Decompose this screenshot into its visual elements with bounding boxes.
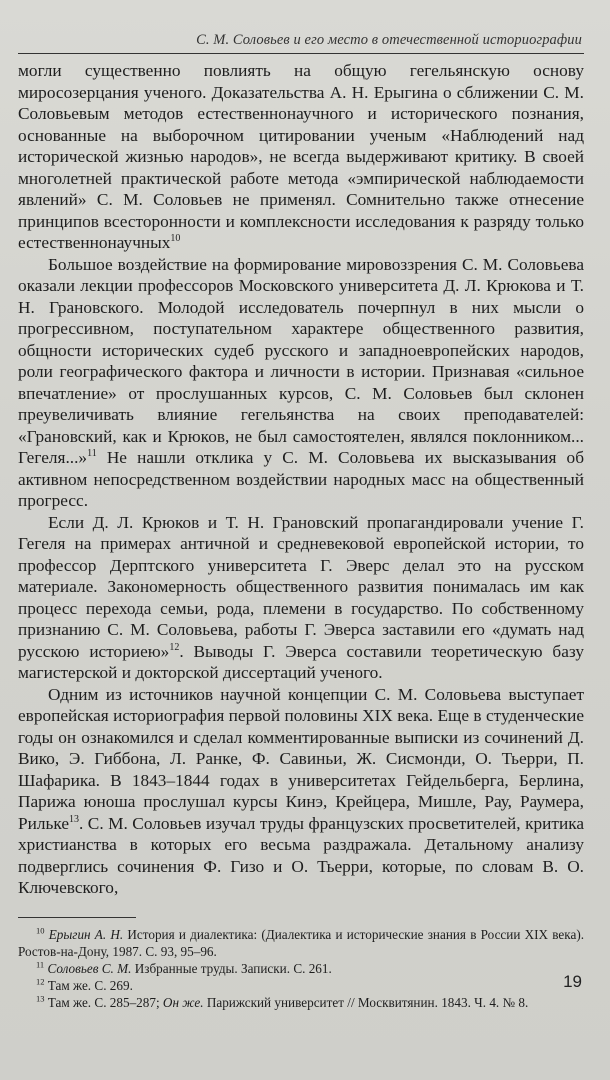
footnote-rule xyxy=(18,917,136,918)
paragraph: могли существенно повлиять на общую гегельянскую основу миросозерцания ученого. Доказательства А. Н. Ерыгина о сближении С. М. Соловьевым методов естественнонаучного и исторического познания, основанные на выборочном цитировании ученым «Наблюдений над исторической жизнью народов», не всегда выдерживают критику. В своей многолетней практической работе метода «эмпирической наблюдаемости явлений» С. М. Соловьев не применял. Сомнительно также отнесение принципов всесторонности и комплексности исследования к разряду только естественнонаучных$^{10}$ xyxy=(18,61,584,252)
footnote-ref: 13 xyxy=(69,813,79,825)
page-number: 19 xyxy=(563,972,582,991)
footnote-ref: 10 xyxy=(170,233,181,245)
paragraph: Большое воздействие на формирование мировоззрения С. М. Соловьева оказали лекции профессоров Московского университета Д. Л. Крюкова и Т. Н. Грановского. Молодой исследователь почерпнул в них мысли о прогрессивном, поступательном характере общественного развития, общности исторических судеб русского и западноевропейских народов, роли географического фактора и личности в истории. Признавая «сильное впечатление» от прослушанных курсов, С. М. Соловьев был склонен преувеличивать влияние гегельянства на своих преподавателей: «Грановский, как и Крюков, не был самостоятелен, являлся поклонником... Гегеля...»$^{11}$ Не нашли отклика у С. М. Соловьева их высказывания об активном непосредственном воздействии народных масс на общественный прогресс. xyxy=(18,254,584,510)
footnote: $^{12}$ Там же. С. 269. xyxy=(36,976,133,993)
paragraph: Если Д. Л. Крюков и Т. Н. Грановский пропагандировали учение Г. Гегеля на примерах античной и средневековой европейской истории, то профессор Дерптского университета Г. Эверс делал это на русском материале. Закономерность общественного развития понималась им как процесс перехода семьи, рода, племени в государство. По собственному признанию С. М. Соловьева, работы Г. Эверса заставили его «думать над русскою историею»$^{12}$. Выводы Г. Эверса составили теоретическую базу магистерской и докторской диссертаций ученого. xyxy=(18,512,584,682)
footnote: $^{10}$ Ерыгин А. Н. История и диалектика: (Диалектика и исторические знания в России XIX века). Ростов-на-Дону, 1987. С. 93, 95–96. xyxy=(18,925,585,959)
footnote: $^{13}$ Там же. С. 285–287; Он же. Парижский университет // Москвитянин. 1843. Ч. 4. № 8. xyxy=(36,993,529,1010)
header-rule xyxy=(18,53,584,54)
running-header: С. М. Соловьев и его место в отечественной историографии xyxy=(196,32,582,48)
paragraph: Одним из источников научной концепции С. М. Соловьева выступает европейская историография первой половины XIX века. Еще в студенческие годы он ознакомился и сделал комментированные выписки из сочинений Д. Вико, Э. Гиббона, Л. Ранке, Ф. Савиньи, Ж. Сисмонди, О. Тьерри, П. Шафарика. В 1843–1844 годах в университетах Гейдельберга, Берлина, Парижа юноша прослушал курсы Кинэ, Крейцера, Мишле, Рау, Раумера, Рильке$^{13}$. С. М. Соловьев изучал труды французских просветителей, критика христианства в которых его весьма раздражала. Детальному анализу подверглись сочинения Ф. Гизо и О. Тьерри, которые, по словам В. О. Ключевского, xyxy=(18,684,584,897)
footnote: $^{11}$ Соловьев С. М. Избранные труды. Записки. С. 261. xyxy=(36,959,332,976)
footnote-ref: 11 xyxy=(87,448,97,460)
body-text xyxy=(18,60,584,899)
footnote-ref: 12 xyxy=(169,641,180,653)
footnotes xyxy=(18,926,584,1011)
